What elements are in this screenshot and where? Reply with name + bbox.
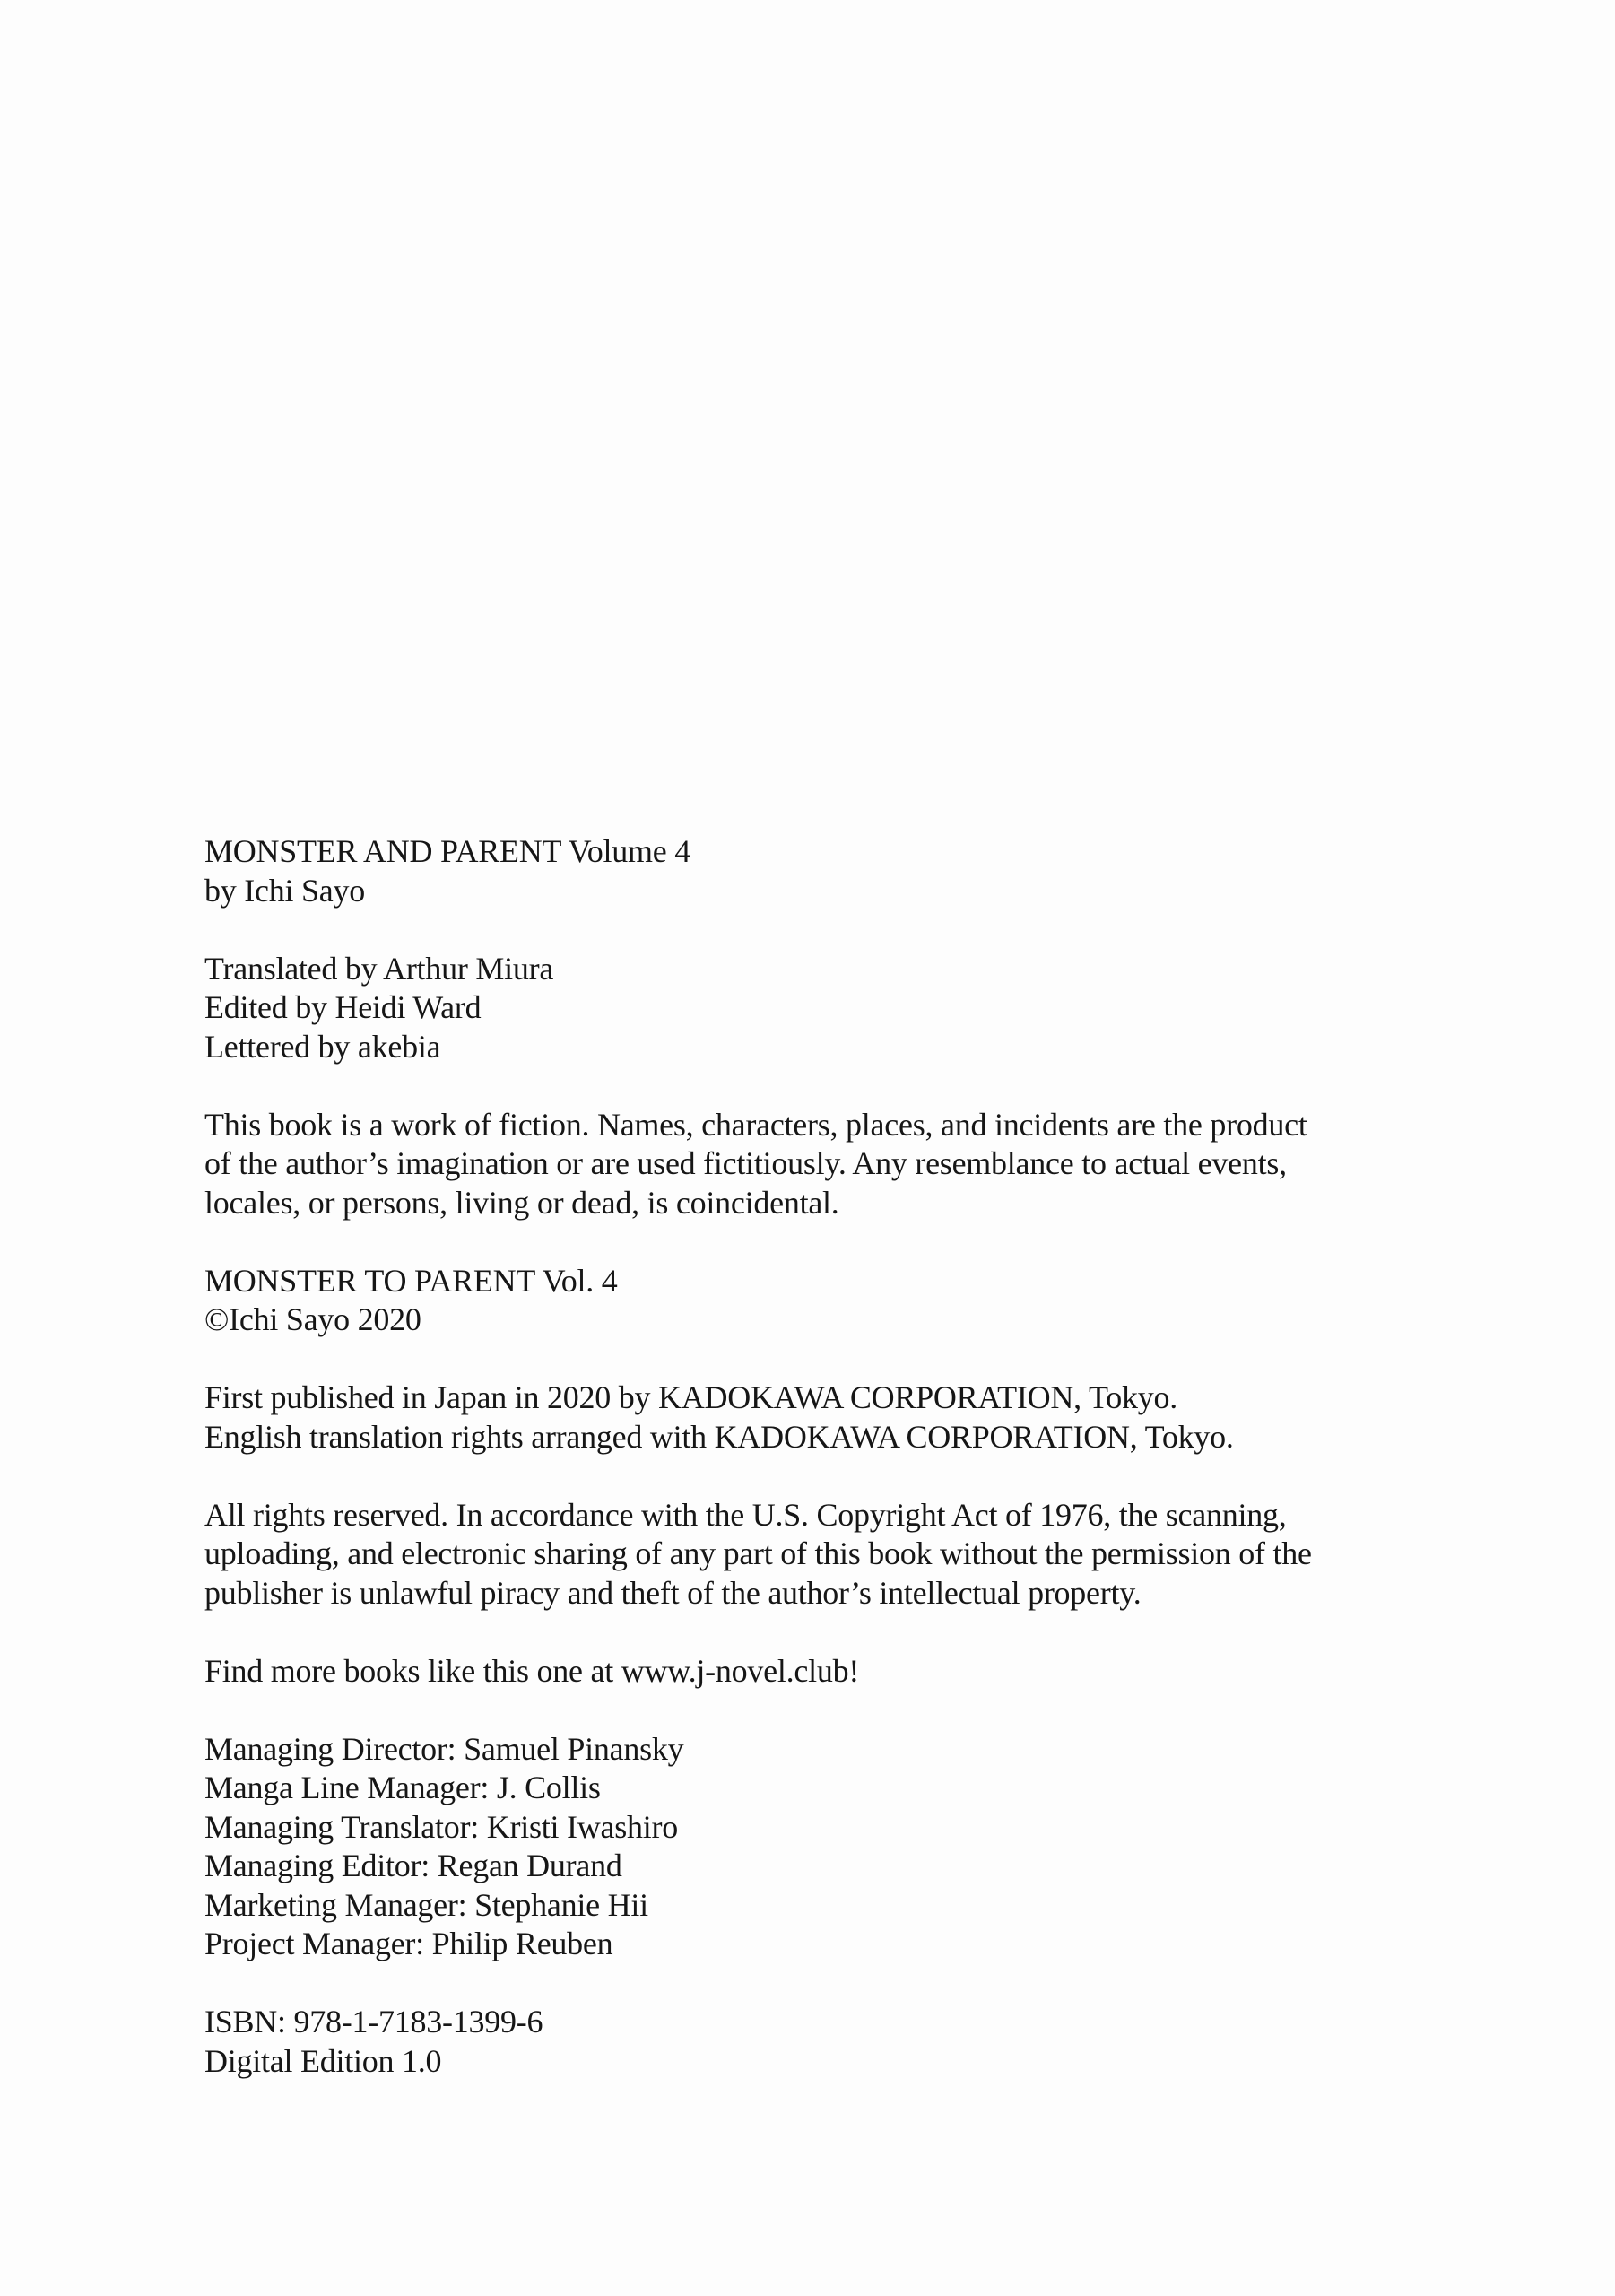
staff-credit: Managing Director: Samuel Pinansky	[204, 1730, 684, 1767]
staff-credit: Project Manager: Philip Reuben	[204, 1926, 613, 1961]
colophon-text	[204, 832, 1550, 2081]
staff-credit: Manga Line Manager: J. Collis	[204, 1770, 601, 1805]
rights-line: uploading, and electronic sharing of any part of this book without the permission of the	[204, 1535, 1312, 1571]
edition-version: Digital Edition 1.0	[204, 2042, 442, 2079]
isbn-number: ISBN: 978-1-7183-1399-6	[204, 2004, 543, 2039]
translator-credit: Translated by Arthur Miura	[204, 950, 554, 987]
rights-line: All rights reserved. In accordance with the U.S. Copyright Act of 1976, the scanning,	[204, 1496, 1287, 1533]
colophon-block-original-title	[204, 1262, 1550, 1340]
website-promo: Find more books like this one at www.j-novel.club!	[204, 1652, 860, 1689]
original-japanese-title: MONSTER TO PARENT Vol. 4	[204, 1262, 618, 1299]
publication-line: First published in Japan in 2020 by KADOKAWA CORPORATION, Tokyo.	[204, 1379, 1177, 1415]
disclaimer-line: of the author’s imagination or are used fictitiously. Any resemblance to actual events,	[204, 1145, 1287, 1181]
publication-line: English translation rights arranged with KADOKAWA CORPORATION, Tokyo.	[204, 1418, 1234, 1455]
staff-credit: Marketing Manager: Stephanie Hii	[204, 1886, 648, 1923]
colophon-block-credits	[204, 950, 1550, 1067]
colophon-block-staff	[204, 1730, 1550, 1964]
disclaimer-line: This book is a work of fiction. Names, characters, places, and incidents are the product	[204, 1106, 1307, 1143]
editor-credit: Edited by Heidi Ward	[204, 989, 482, 1025]
disclaimer-line: locales, or persons, living or dead, is coincidental.	[204, 1184, 839, 1221]
colophon-block-disclaimer	[204, 1106, 1550, 1223]
book-title: MONSTER AND PARENT Volume 4	[204, 833, 691, 869]
copyright-notice: ©Ichi Sayo 2020	[204, 1301, 421, 1337]
book-author: by Ichi Sayo	[204, 872, 365, 909]
rights-line: publisher is unlawful piracy and theft of the author’s intellectual property.	[204, 1574, 1142, 1611]
colophon-block-edition	[204, 2003, 1550, 2081]
colophon-block-title	[204, 832, 1550, 910]
colophon-block-promo	[204, 1652, 1550, 1692]
staff-credit: Managing Translator: Kristi Iwashiro	[204, 1808, 678, 1845]
colophon-block-publication	[204, 1378, 1550, 1457]
staff-credit: Managing Editor: Regan Durand	[204, 1848, 622, 1883]
colophon-block-rights	[204, 1496, 1550, 1613]
letterer-credit: Lettered by akebia	[204, 1028, 441, 1065]
